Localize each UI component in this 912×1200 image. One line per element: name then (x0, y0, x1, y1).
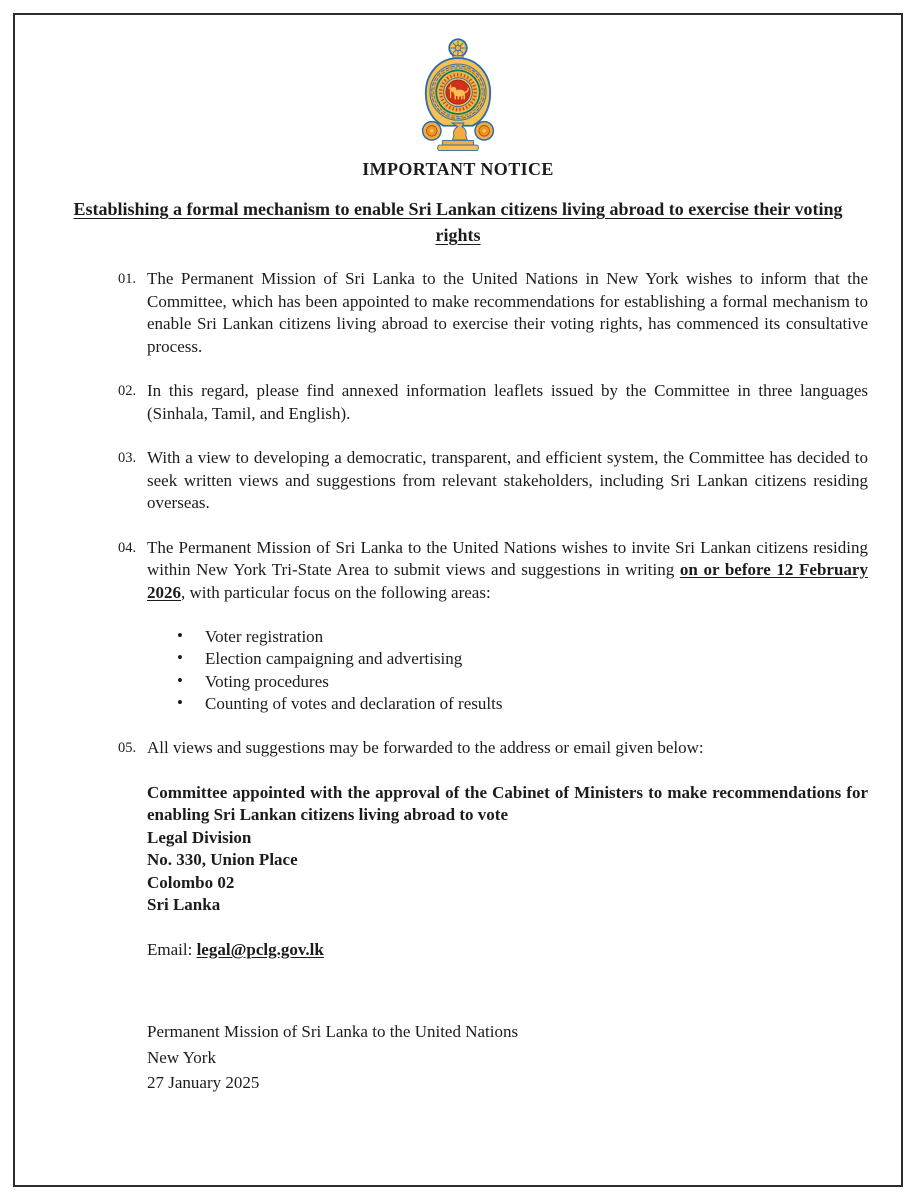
sun-icon (423, 122, 441, 140)
paragraph-01 (118, 268, 868, 358)
address-block (147, 782, 868, 917)
lion-disc (446, 80, 470, 104)
paragraph-02 (118, 380, 868, 425)
address-line-division: Legal Division (147, 827, 252, 847)
address-line-city: Colombo 02 (147, 872, 235, 892)
signature-block (147, 1019, 868, 1096)
paragraph-03 (118, 447, 868, 515)
committee-name: Committee appointed with the approval of the Cabinet of Ministers to make recommendations for enabling Sri Lankan citizens living abroad to vote (147, 782, 868, 825)
email-label: Email: (147, 939, 197, 959)
submission-deadline: on or before 12 February 2026 (147, 560, 868, 602)
list-item: • Counting of votes and declaration of results (175, 693, 868, 715)
paragraph-text (147, 537, 868, 605)
numbered-paragraphs (118, 268, 868, 604)
notice-title: IMPORTANT NOTICE (362, 159, 554, 179)
moon-icon (475, 122, 493, 140)
email-link[interactable]: legal@pclg.gov.lk (196, 939, 324, 959)
paragraph-number: 04. (118, 539, 137, 556)
paragraph-number: 03. (118, 450, 137, 466)
paragraph-text: In this regard, please find annexed information leaflets issued by the Committee in three languages (Sinhala, Tamil, and English). (147, 381, 868, 423)
emblem-graphic (412, 36, 504, 152)
numbered-paragraphs-continued (118, 737, 868, 760)
document-heading: Establishing a formal mechanism to enable Sri Lankan citizens living abroad to exercise their voting rights (73, 199, 843, 245)
list-item: • Voting procedures (175, 671, 868, 693)
list-item: • Voter registration (175, 626, 868, 648)
issuing-mission: Permanent Mission of Sri Lanka to the United Nations (147, 1022, 519, 1042)
issuing-city: New York (147, 1047, 216, 1067)
paragraph-text: With a view to developing a democratic, transparent, and efficient system, the Committee has decided to seek written views and suggestions from relevant stakeholders, including Sri Lankan citizens residing overseas. (147, 448, 868, 512)
paragraph-text-before: The Permanent Mission of Sri Lanka to the United Nations wishes to invite Sri Lankan citizens residing within New York Tri-State Area to submit views and suggestions in writing (147, 537, 868, 579)
page-content (13, 13, 903, 1187)
sri-lanka-national-emblem (412, 36, 504, 152)
address-line-street: No. 330, Union Place (147, 850, 298, 870)
pedestal-base (438, 140, 478, 150)
focus-areas-list (175, 626, 868, 715)
paragraph-text: The Permanent Mission of Sri Lanka to the United Nations in New York wishes to inform that the Committee, which has been appointed to make recommendations for establishing a formal mechanism to enable Sri Lankan citizens living abroad to exercise their voting rights, has commenced its consultative process. (147, 269, 868, 356)
email-line (147, 939, 868, 962)
paragraph-04 (118, 537, 868, 605)
list-item: • Election campaigning and advertising (175, 648, 868, 670)
paragraph-05 (118, 737, 868, 760)
paragraph-number: 02. (118, 383, 137, 399)
issue-date: 27 January 2025 (147, 1073, 260, 1093)
paragraph-text: All views and suggestions may be forwarded to the address or email given below: (147, 738, 704, 758)
address-line-country: Sri Lanka (147, 895, 221, 915)
paragraph-number: 05. (118, 740, 137, 757)
paragraph-text-after: , with particular focus on the following areas: (181, 582, 491, 602)
paragraph-number: 01. (118, 271, 137, 287)
